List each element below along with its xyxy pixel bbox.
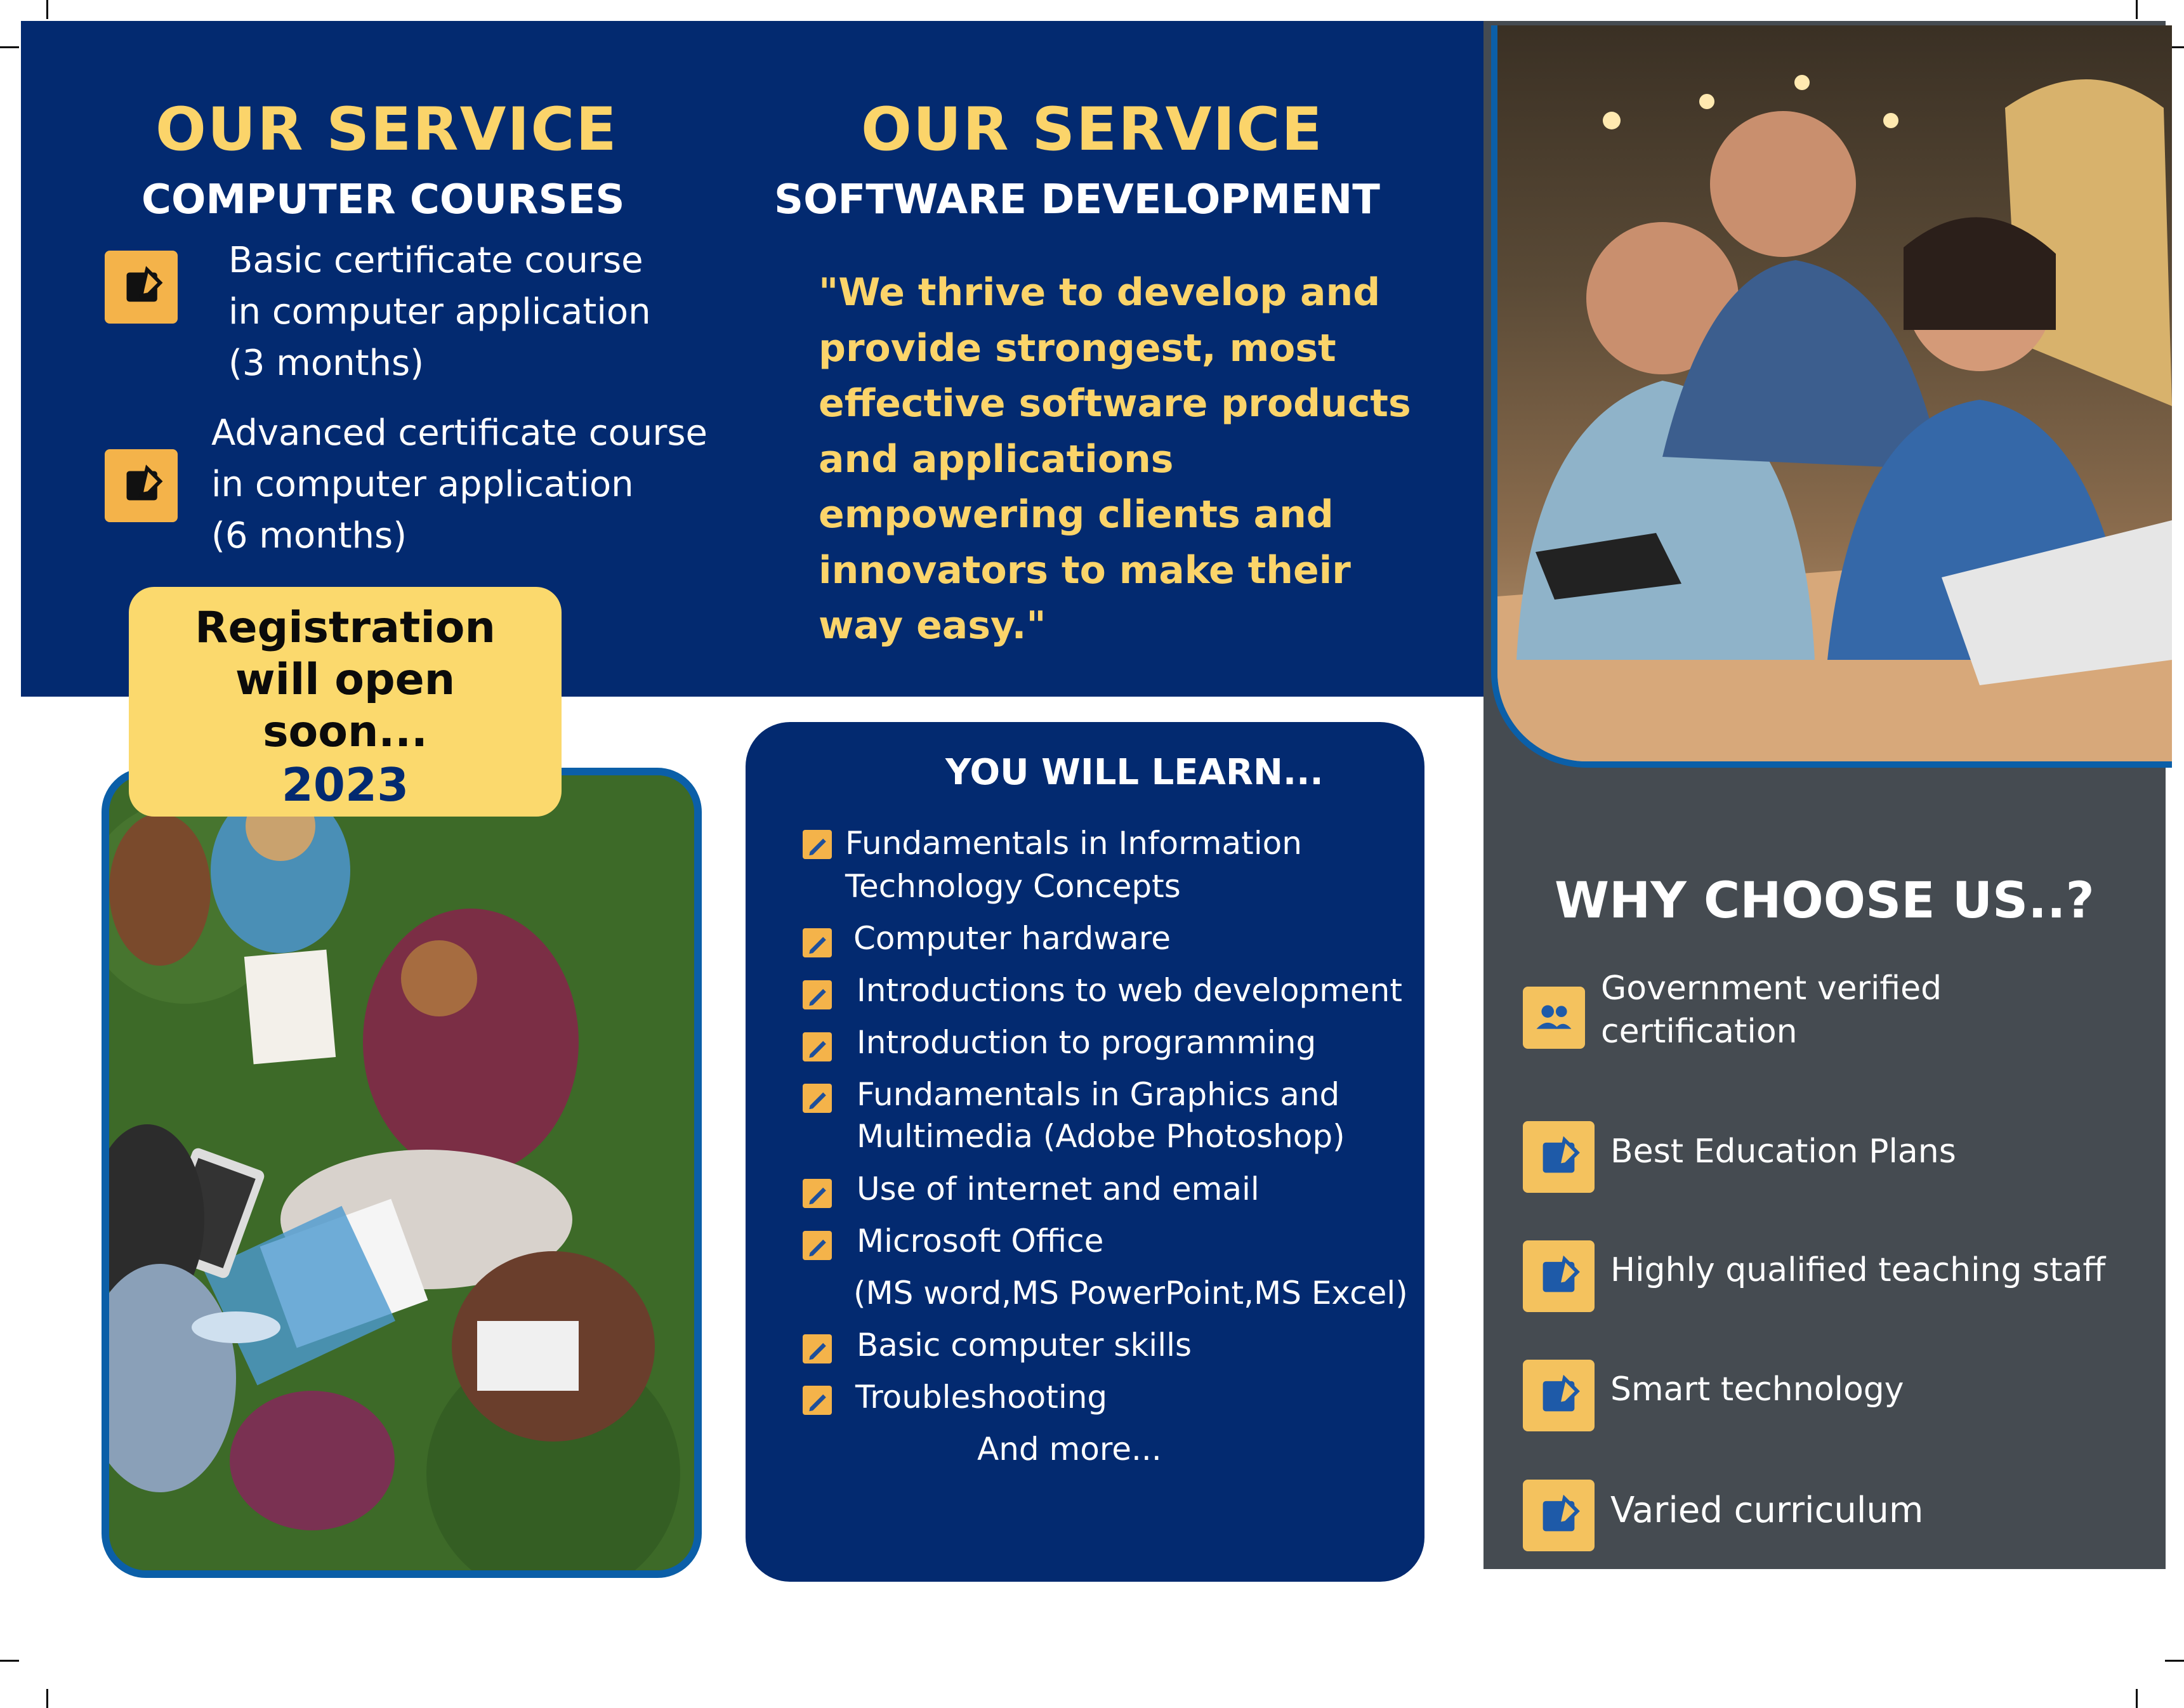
quote-line: innovators to make their [819,548,1351,593]
quote-line: way easy." [819,603,1046,648]
crop-mark [46,0,48,19]
learn-item: Use of internet and email [857,1171,1260,1207]
course-line: (6 months) [211,515,407,556]
crop-mark [0,1660,19,1662]
course-advanced [211,407,707,562]
quote-line: and applications [819,437,1174,482]
crop-mark [2136,0,2138,19]
course-line: in computer application [211,464,634,505]
check-pencil-icon [803,1231,832,1260]
edit-square-icon [105,449,178,522]
learn-item: Technology Concepts [845,868,1181,905]
learn-item: Basic computer skills [857,1327,1192,1363]
edit-square-icon [105,251,178,324]
why-item: Government verified [1601,969,1942,1008]
learn-item: Fundamentals in Information [845,825,1302,862]
students-grass-photo [102,768,702,1578]
crop-mark [0,46,19,48]
software-dev-subheading: SOFTWARE DEVELOPMENT [774,176,1380,223]
check-pencil-icon [803,1386,832,1415]
learn-item: Fundamentals in Graphics and [857,1076,1340,1113]
why-item: certification [1601,1013,1798,1051]
quote-line: "We thrive to develop and [819,270,1381,315]
check-pencil-icon [803,1179,832,1208]
edit-square-icon [1523,1240,1595,1312]
software-dev-heading: OUR SERVICE [861,95,1324,164]
learn-more: And more... [977,1431,1162,1468]
course-basic [228,235,651,389]
quote-line: empowering clients and [819,492,1334,537]
registration-badge [129,587,562,817]
learn-item: Multimedia (Adobe Photoshop) [857,1118,1345,1155]
registration-text: will open [235,655,456,705]
crop-mark [46,1689,48,1708]
course-line: in computer application [228,291,651,332]
learn-item: Introductions to web development [857,972,1402,1009]
learn-item: (MS word,MS PowerPoint,MS Excel) [853,1275,1408,1311]
edit-square-icon [1523,1360,1595,1431]
crop-mark [2165,1660,2184,1662]
why-item: Smart technology [1610,1370,1904,1409]
why-item: Highly qualified teaching staff [1610,1251,2106,1289]
people-icon [1523,987,1585,1049]
registration-text: soon... [263,707,428,757]
course-line: Advanced certificate course [211,412,707,454]
why-item: Best Education Plans [1610,1133,1956,1171]
edit-square-icon [1523,1480,1595,1551]
crop-mark [2136,1689,2138,1708]
check-pencil-icon [803,1032,832,1061]
mission-quote [819,265,1411,654]
learn-item: Troubleshooting [855,1379,1108,1416]
registration-year: 2023 [281,758,409,811]
check-pencil-icon [803,830,832,859]
check-pencil-icon [803,1334,832,1363]
learn-item: Microsoft Office [857,1223,1104,1259]
course-line: Basic certificate course [228,240,643,281]
computer-courses-heading: OUR SERVICE [155,95,618,164]
students-laptop-photo [1491,25,2172,768]
learn-item: Computer hardware [853,920,1171,957]
edit-square-icon [1523,1121,1595,1193]
check-pencil-icon [803,1084,832,1113]
quote-line: provide strongest, most [819,325,1336,371]
check-pencil-icon [803,980,832,1009]
check-pencil-icon [803,928,832,957]
computer-courses-subheading: COMPUTER COURSES [141,176,625,223]
why-item: Varied curriculum [1610,1490,1924,1531]
learn-item: Introduction to programming [857,1024,1317,1061]
course-line: (3 months) [228,343,424,384]
why-title: WHY CHOOSE US..? [1555,872,2095,930]
quote-line: effective software products [819,381,1411,426]
registration-text: Registration [195,603,496,653]
learn-title: YOU WILL LEARN... [945,752,1324,793]
